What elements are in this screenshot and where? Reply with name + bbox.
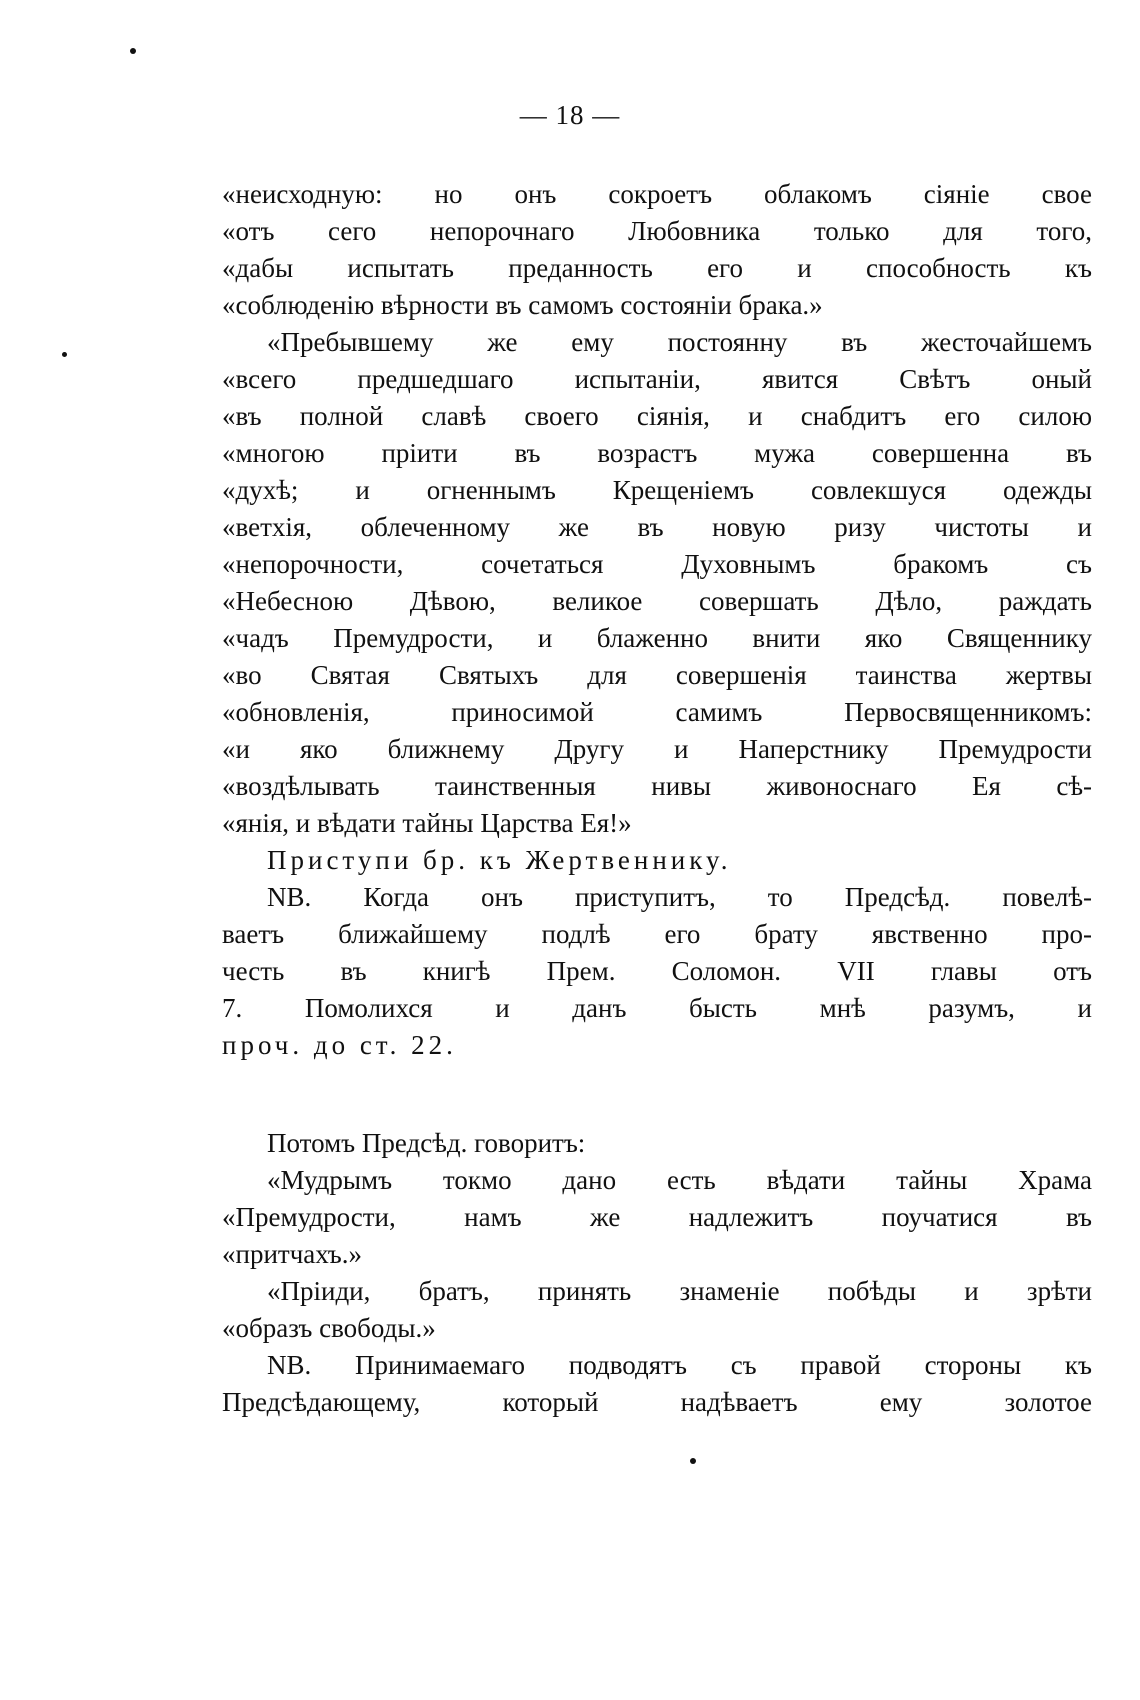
note-line: ваетъ ближайшему подлѣ его брату явственно про- [222, 919, 1092, 949]
note-line: проч. до ст. 22. [222, 1030, 457, 1060]
text-line: «соблюденію вѣрности въ самомъ состояніи брака.» [222, 290, 823, 320]
text-line: «ветхія, облеченному же въ новую ризу чистоты и [222, 512, 1092, 542]
text-line: «и яко ближнему Другу и Наперстнику Премудрости [222, 734, 1092, 764]
page-number: — 18 — [519, 100, 621, 130]
note-line: честь въ книгѣ Прем. Соломон. VII главы отъ [222, 956, 1092, 986]
text-line: «обновленія, приносимой самимъ Первосвященникомъ: [222, 697, 1092, 727]
note-line: Предсѣдающему, который надѣваетъ ему золотое [222, 1387, 1092, 1417]
text-line: «отъ сего непорочнаго Любовника только для того, [222, 216, 1092, 246]
text-line: «всего предшедшаго испытаніи, явится Свѣтъ оный [222, 364, 1092, 394]
ink-speck [130, 48, 136, 54]
text-line: «многою пріити въ возрастъ мужа совершенна въ [222, 438, 1092, 468]
text-line: «Пребывшему же ему постоянну въ жесточайшемъ [267, 327, 1092, 357]
text-line: «Небесною Дѣвою, великое совершать Дѣло, раждать [222, 586, 1092, 616]
text-line: «въ полной славѣ своего сіянія, и снабдитъ его силою [222, 401, 1092, 431]
text-block-2 [222, 1125, 1092, 1421]
text-line: «Премудрости, намъ же надлежитъ поучатися въ [222, 1202, 1092, 1232]
rubric-line: Приступи бр. къ Жертвеннику. [267, 845, 732, 875]
text-block-1 [222, 176, 1092, 1064]
text-line: «во Святая Святыхъ для совершенія таинства жертвы [222, 660, 1092, 690]
text-line: «Пріиди, братъ, принять знаменіе побѣды и зрѣти [267, 1276, 1092, 1306]
text-line: «Мудрымъ токмо дано есть вѣдати тайны Храма [267, 1165, 1092, 1195]
text-line: «янія, и вѣдати тайны Царства Ея!» [222, 808, 632, 838]
note-line: 7. Помолихся и данъ бысть мнѣ разумъ, и [222, 993, 1092, 1023]
text-line: «воздѣлывать таинственныя нивы живоноснаго Ея сѣ- [222, 771, 1092, 801]
text-line: «притчахъ.» [222, 1239, 362, 1269]
text-line: «образъ свободы.» [222, 1313, 436, 1343]
text-line: Потомъ Предсѣд. говоритъ: [267, 1128, 586, 1158]
ink-speck [62, 352, 67, 357]
text-line: «непорочности, сочетаться Духовнымъ бракомъ съ [222, 549, 1092, 579]
note-line: NB. Принимаемаго подводятъ съ правой стороны къ [267, 1350, 1092, 1380]
ink-speck [690, 1458, 696, 1464]
text-line: «неисходную: но онъ сокроетъ облакомъ сіяніе свое [222, 179, 1092, 209]
text-line: «дабы испытать преданность его и способность къ [222, 253, 1092, 283]
text-line: «чадъ Премудрости, и блаженно внити яко Священнику [222, 623, 1092, 653]
note-line: NB. Когда онъ приступитъ, то Предсѣд. повелѣ- [267, 882, 1092, 912]
text-line: «духѣ; и огненнымъ Крещеніемъ совлекшуся одежды [222, 475, 1092, 505]
